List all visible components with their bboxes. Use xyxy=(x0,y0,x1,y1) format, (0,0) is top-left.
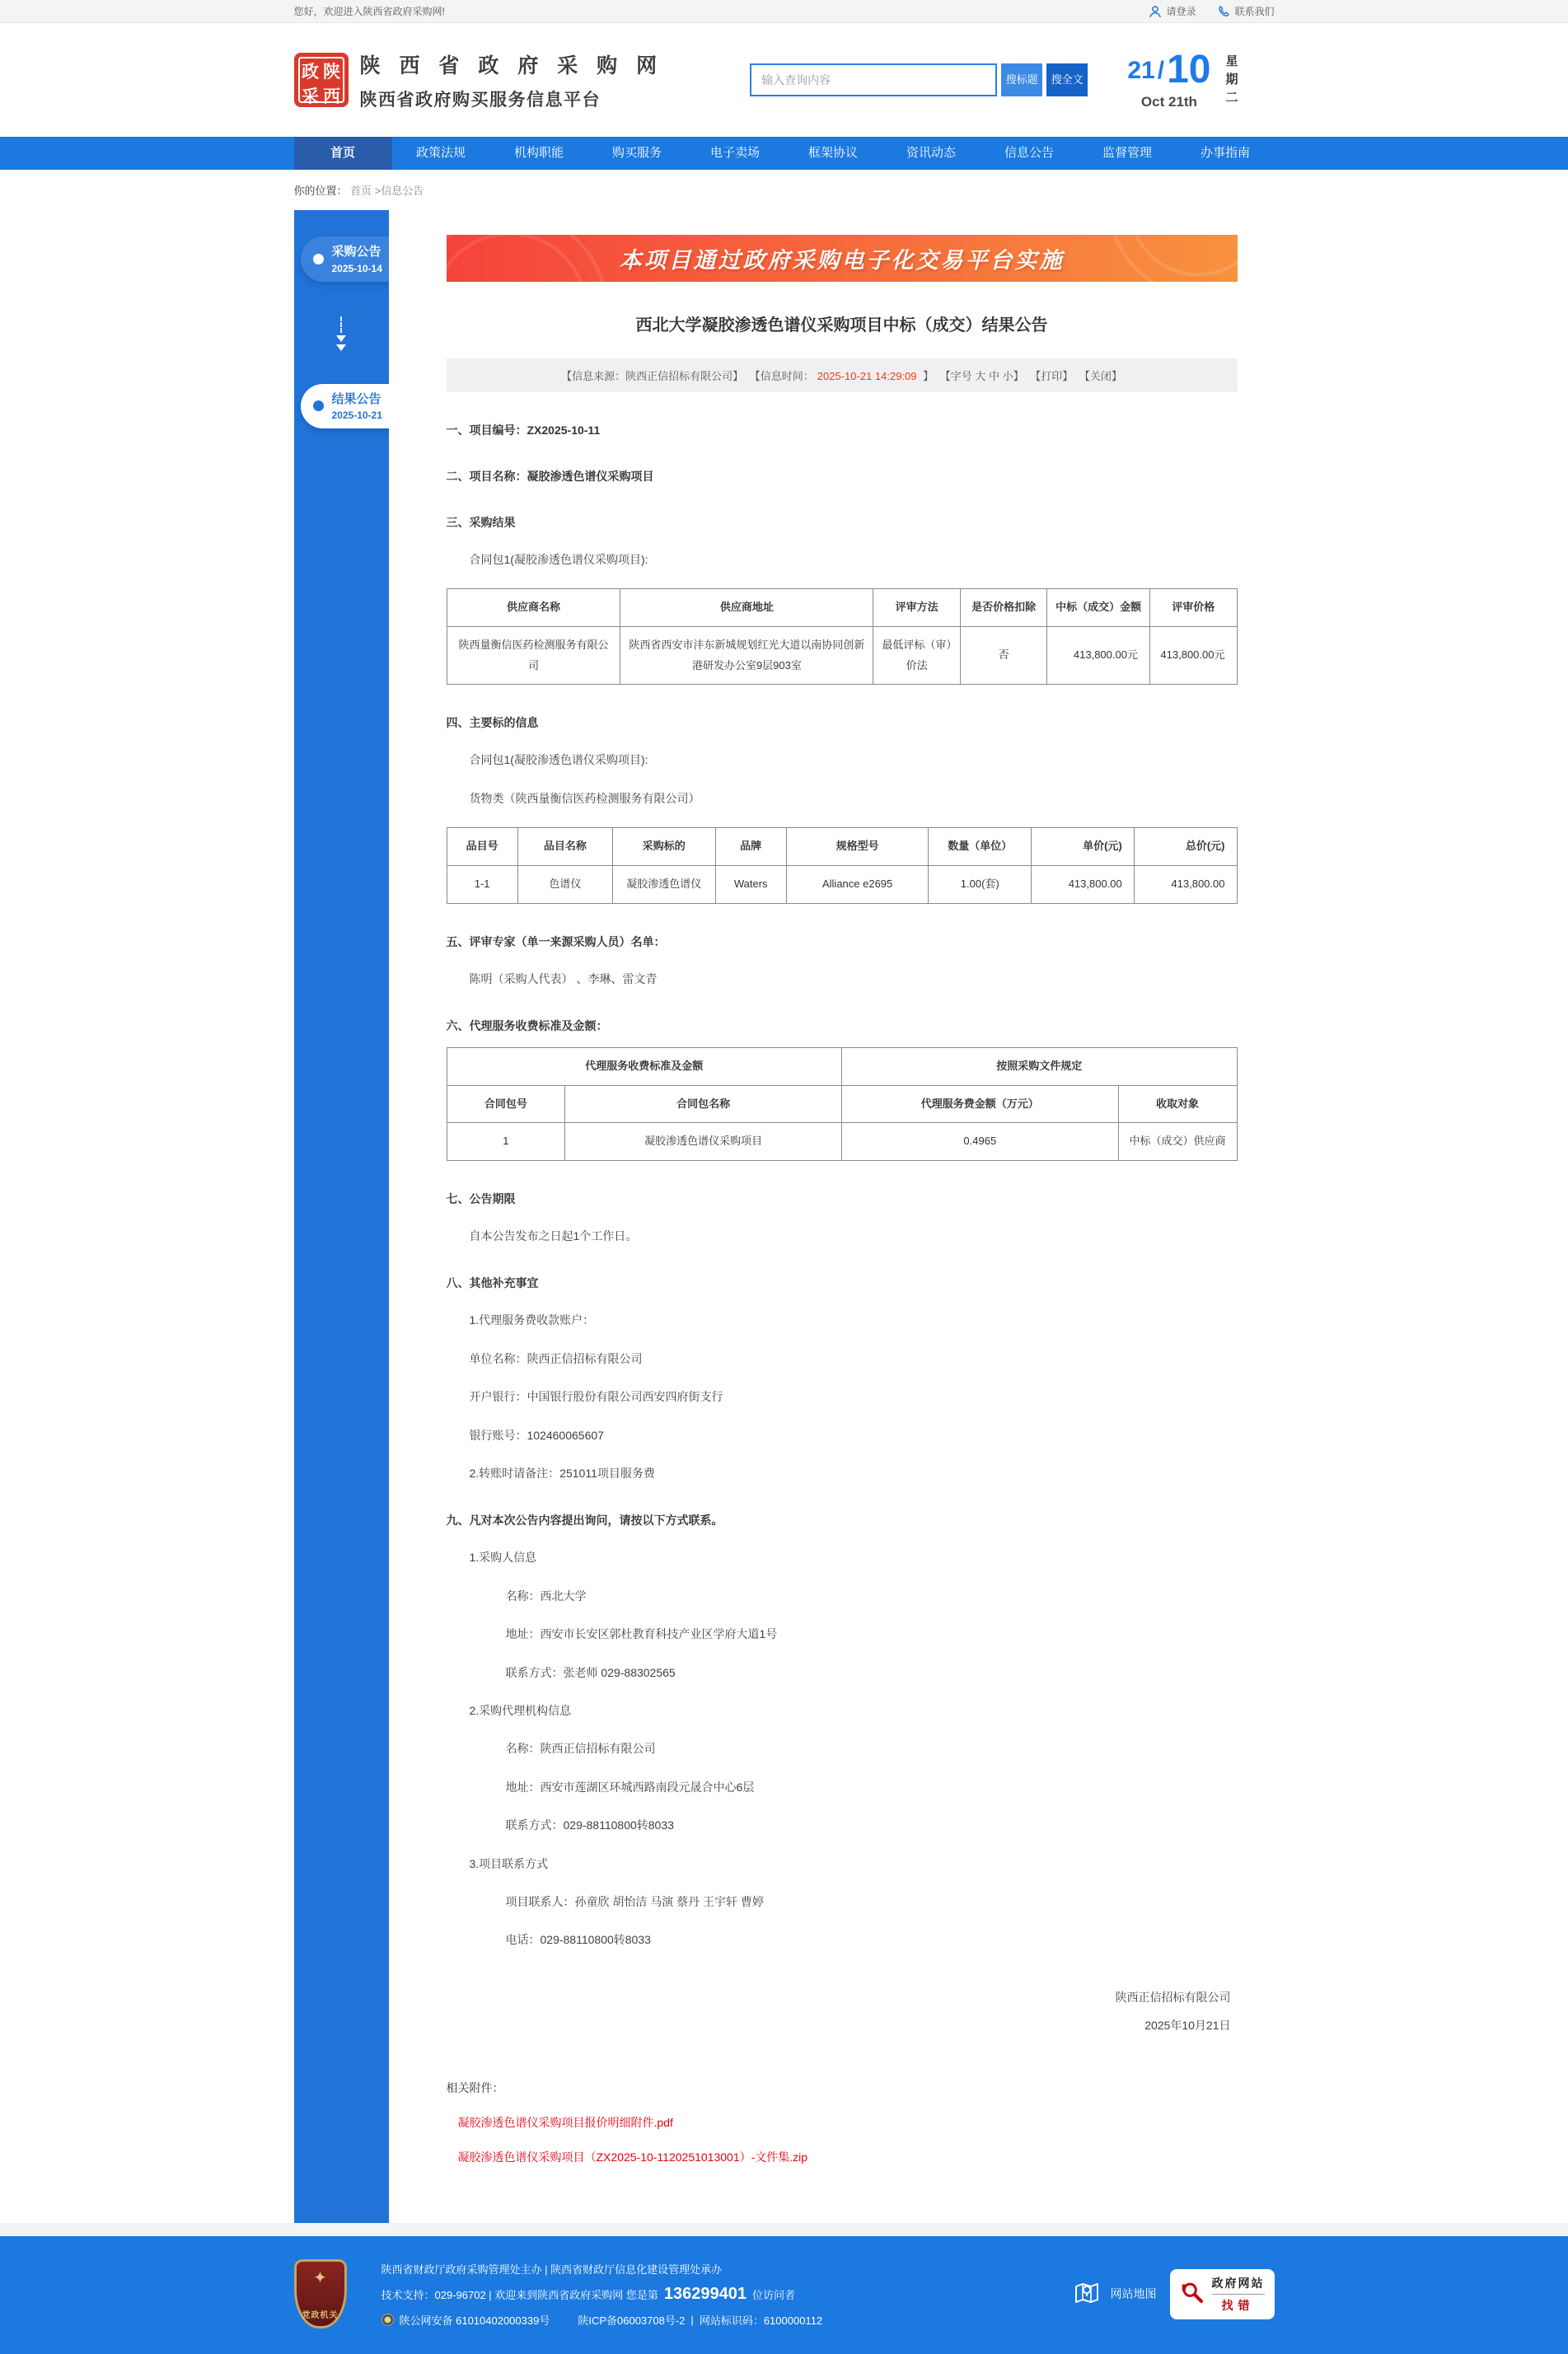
contact-group-title: 3.项目联系方式 xyxy=(469,1856,549,1870)
weekday-label: 星期二 xyxy=(1224,54,1238,109)
section-1-heading: 一、项目编号：ZX2025-10-11 xyxy=(446,424,601,437)
table-header-row: 合同包号 合同包名称 代理服务费金额（万元） 收取对象 xyxy=(447,1085,1237,1123)
info-source: 【信息来源：陕西正信招标有限公司】 xyxy=(561,370,744,382)
topbar xyxy=(0,0,1568,23)
supplement-line: 1.代理服务费收款账户： xyxy=(469,1313,595,1327)
breadcrumb xyxy=(294,170,1275,210)
nav-item-agency-functions[interactable]: 机构职能 xyxy=(513,146,564,160)
section-3-heading: 三、采购结果 xyxy=(446,516,516,529)
signature-block xyxy=(447,1989,1238,2033)
agency-fee-table xyxy=(447,1047,1238,1161)
timeline-dot-icon xyxy=(313,254,324,264)
error-report-badge[interactable]: 政府网站 找错 xyxy=(1170,2269,1275,2319)
info-time-prefix: 【信息时间： xyxy=(749,370,814,382)
site-logo xyxy=(294,49,664,111)
signature-date: 2025年10月21日 xyxy=(1144,2018,1231,2032)
contact-line: 联系方式：张老师 029-88302565 xyxy=(505,1665,676,1679)
footer xyxy=(0,2236,1568,2354)
date-day: 21 xyxy=(1127,56,1155,84)
table-row: 1-1 色谱仪 凝胶渗透色谱仪 Waters Alliance e2695 1.00(套) 413,800.00 413,800.00 xyxy=(447,865,1237,903)
phone-icon xyxy=(1217,5,1230,18)
nav-item-purchase-services[interactable]: 购买服务 xyxy=(611,146,662,160)
sidebar-item-procurement-notice[interactable]: 采购公告 2025-10-14 xyxy=(301,236,411,282)
article-meta-bar: 【信息来源：陕西正信招标有限公司】 【信息时间： 2025-10-21 14:29:09 】 【字号 大 中 小】 【打印】 【关闭】 xyxy=(447,358,1238,392)
supplement-line: 银行账号：102460065607 xyxy=(469,1428,604,1442)
date-month: 10 xyxy=(1167,47,1211,91)
footer-beian-line: 陕公网安备 61010402000339号 陕ICP备06003708号-2 | 网站标识码：6100000112 xyxy=(381,2312,1048,2328)
timeline-dot-icon xyxy=(313,400,324,411)
contract-package-line: 合同包1(凝胶渗透色谱仪采购项目): xyxy=(469,553,648,566)
icp-beian-link[interactable]: 陕ICP备06003708号-2 xyxy=(578,2314,686,2327)
contract-package-line: 合同包1(凝胶渗透色谱仪采购项目): xyxy=(469,753,648,767)
breadcrumb-prefix: 你的位置： xyxy=(293,185,348,197)
section-8-heading: 八、其他补充事宜 xyxy=(446,1276,539,1290)
font-size-control[interactable]: 【字号 大 中 小】 xyxy=(939,370,1024,382)
date-block: 21 / 10 Oct 21th 星期二 xyxy=(1127,47,1238,110)
section-5-heading: 五、评审专家（单一来源采购人员）名单： xyxy=(446,934,666,948)
nav-item-framework-agreement[interactable]: 框架协议 xyxy=(807,146,858,160)
table-header-row: 品目号 品目名称 采购标的 品牌 规格型号 数量（单位） 单价(元) 总价(元) xyxy=(447,828,1237,866)
supplement-line: 开户银行：中国银行股份有限公司西安四府街支行 xyxy=(469,1390,723,1404)
logo-seal-icon: 政 陕 采 西 xyxy=(294,53,349,107)
footer-divider xyxy=(0,2223,1568,2236)
search-title-button[interactable]: 搜标题 xyxy=(1001,63,1042,96)
footer-organizer-line: 陕西省财政厅政府采购管理处主办 | 陕西省财政厅信息化建设管理处承办 xyxy=(381,2263,723,2276)
police-badge-icon xyxy=(381,2314,394,2326)
table-row: 1 凝胶渗透色谱仪采购项目 0.4965 中标（成交）供应商 xyxy=(447,1123,1237,1161)
section-2-heading: 二、项目名称：凝胶渗透色谱仪采购项目 xyxy=(446,470,654,483)
sidebar-item-result-notice[interactable]: 结果公告 2025-10-21 xyxy=(301,384,411,429)
contact-line: 项目联系人：孙童欣 胡怡洁 马演 蔡丹 王宇轩 曹婷 xyxy=(505,1894,764,1908)
table-group-header-row: 代理服务收费标准及金额 按照采购文件规定 xyxy=(447,1048,1237,1086)
nav-item-home[interactable]: 首页 xyxy=(294,137,392,170)
date-english: Oct 21th xyxy=(1140,94,1197,110)
party-gov-shield-icon: ✦ 党政机关 xyxy=(294,2259,347,2328)
search-input[interactable] xyxy=(750,63,997,96)
notice-period-line: 自本公告发布之日起1个工作日。 xyxy=(469,1229,638,1243)
print-button[interactable]: 【打印】 xyxy=(1030,370,1074,382)
close-button[interactable]: 【关闭】 xyxy=(1079,370,1122,382)
nav-item-e-marketplace[interactable]: 电子卖场 xyxy=(709,146,760,160)
magnifier-icon xyxy=(1180,2280,1205,2309)
nav-item-news[interactable]: 资讯动态 xyxy=(906,146,956,160)
site-name: 陕 西 省 政 府 采 购 网 xyxy=(359,54,664,77)
main-area xyxy=(294,210,1275,2223)
contact-line: 电话：029-88110800转8033 xyxy=(505,1933,651,1947)
nav-item-info-announcements[interactable]: 信息公告 xyxy=(1004,146,1054,160)
subject-table xyxy=(447,827,1238,903)
contact-link[interactable]: 联系我们 xyxy=(1217,4,1274,18)
contact-group-title: 1.采购人信息 xyxy=(469,1551,537,1565)
gongan-beian-link[interactable]: 陕公网安备 61010402000339号 xyxy=(399,2314,550,2327)
page-title: 西北大学凝胶渗透色谱仪采购项目中标（成交）结果公告 xyxy=(635,316,1048,335)
result-table xyxy=(447,588,1238,685)
attachment-link-pdf[interactable]: 凝胶渗透色谱仪采购项目报价明细附件.pdf xyxy=(457,2115,673,2129)
section-7-heading: 七、公告期限 xyxy=(446,1192,516,1206)
goods-category-line: 货物类（陕西量衡信医药检测服务有限公司） xyxy=(469,791,700,805)
footer-support-line: 技术支持：029-96702 | 欢迎来到陕西省政府采购网 您是第 136299401 位访问者 xyxy=(381,2284,796,2303)
site-code-text: 网站标识码：6100000112 xyxy=(699,2314,823,2327)
visitor-count: 136299401 xyxy=(663,2284,747,2303)
supplement-line: 单位名称：陕西正信招标有限公司 xyxy=(469,1351,643,1365)
timeline-arrow-icon xyxy=(294,316,389,351)
contact-line: 名称：陕西正信招标有限公司 xyxy=(505,1742,656,1756)
search-area xyxy=(750,63,1088,96)
welcome-text: 您好，欢迎进入陕西省政府采购网! xyxy=(293,6,445,17)
sitemap-link[interactable]: 网站地图 xyxy=(1073,2279,1157,2310)
search-fulltext-button[interactable]: 搜全文 xyxy=(1046,63,1088,96)
signature-company: 陕西正信招标有限公司 xyxy=(1115,1990,1231,2004)
attachment-link-zip[interactable]: 凝胶渗透色谱仪采购项目（ZX2025-10-1120251013001）-文件集.zip xyxy=(457,2150,808,2164)
nav-item-policy-regulations[interactable]: 政策法规 xyxy=(415,146,466,160)
timeline-sidebar xyxy=(294,210,389,2223)
contact-line: 名称：西北大学 xyxy=(505,1589,587,1603)
table-header-row: 供应商名称 供应商地址 评审方法 是否价格扣除 中标（成交）金额 评审价格 xyxy=(447,589,1237,627)
platform-banner: 本项目通过政府采购电子化交易平台实施 xyxy=(447,235,1238,282)
section-4-heading: 四、主要标的信息 xyxy=(446,716,539,730)
login-link[interactable]: 请登录 xyxy=(1149,4,1196,18)
contact-line: 联系方式：029-88110800转8033 xyxy=(505,1818,674,1832)
nav-item-service-guide[interactable]: 办事指南 xyxy=(1200,146,1250,160)
site-subtitle: 陕西省政府购买服务信息平台 xyxy=(359,90,601,110)
header xyxy=(0,23,1568,137)
nav-item-supervision[interactable]: 监督管理 xyxy=(1102,146,1152,160)
experts-line: 陈明（采购人代表） 、李琳、雷文青 xyxy=(469,971,658,985)
table-row: 陕西量衡信医药检测服务有限公司 陕西省西安市沣东新城规划红光大道以南协同创新港研发办公室9层903室 最低评标（审）价法 否 413,800.00元 413,800.00元 xyxy=(447,627,1237,685)
contact-line: 地址：西安市莲湖区环城西路南段元晟合中心6层 xyxy=(505,1780,755,1794)
section-6-heading: 六、代理服务收费标准及金额： xyxy=(446,1019,608,1032)
info-time: 2025-10-21 14:29:09 xyxy=(817,370,917,382)
section-9-heading: 九、凡对本次公告内容提出询问，请按以下方式联系。 xyxy=(446,1514,723,1528)
attachments-label: 相关附件： xyxy=(446,2080,504,2094)
contact-group-title: 2.采购代理机构信息 xyxy=(469,1703,572,1717)
article-content xyxy=(389,210,1275,2223)
contact-line: 地址：西安市长安区郭杜教育科技产业区学府大道1号 xyxy=(505,1627,778,1641)
user-icon xyxy=(1149,5,1162,18)
breadcrumb-current: >信息公告 xyxy=(374,185,424,197)
breadcrumb-home-link[interactable]: 首页 xyxy=(350,185,372,197)
supplement-line: 2.转账时请备注：251011项目服务费 xyxy=(469,1467,655,1481)
main-nav xyxy=(0,137,1568,170)
sitemap-icon xyxy=(1073,2279,1101,2310)
